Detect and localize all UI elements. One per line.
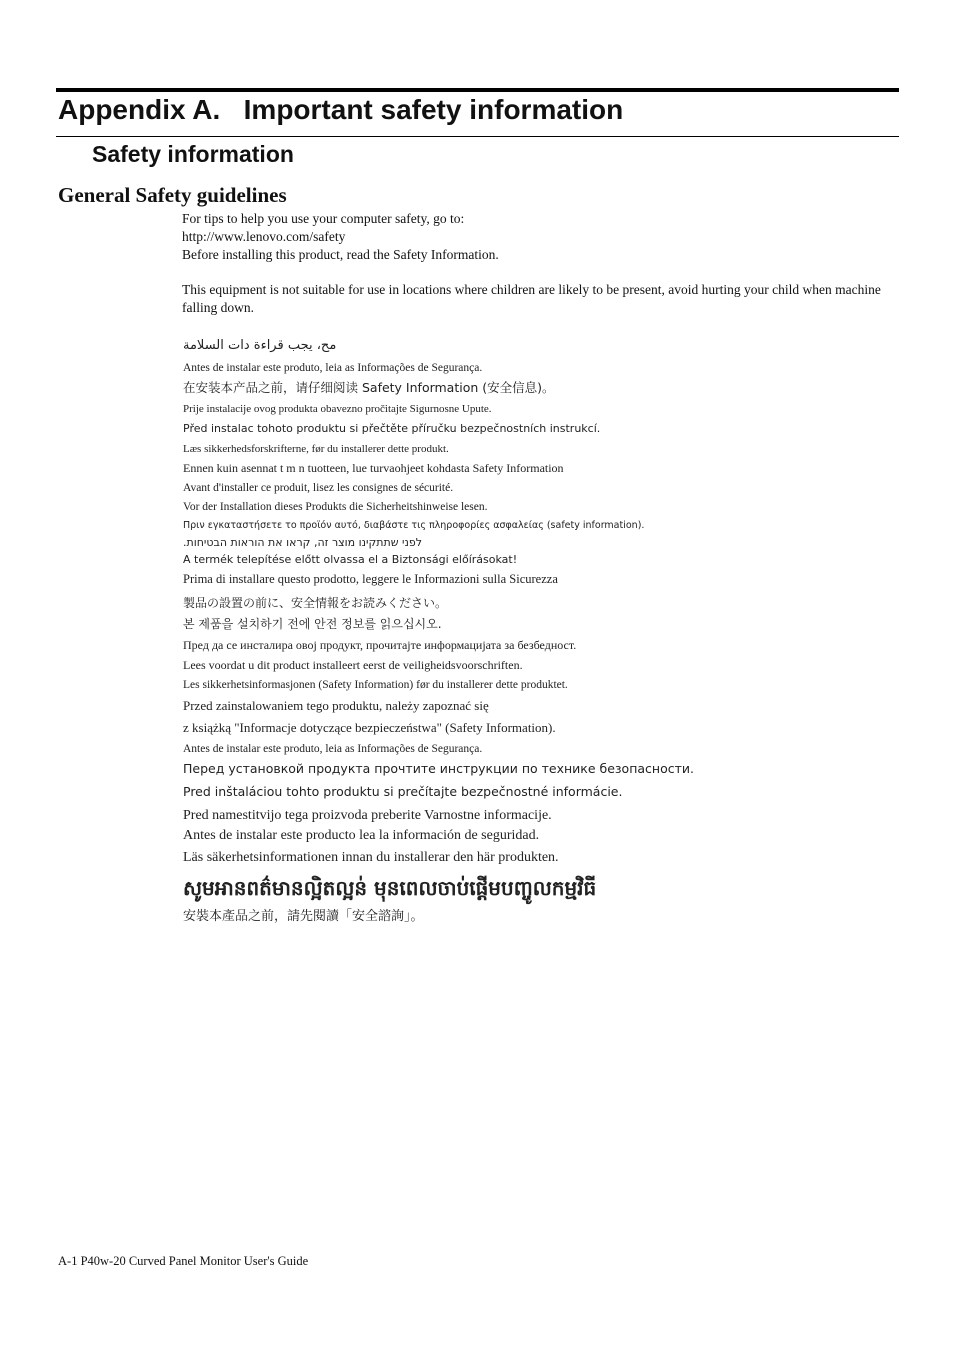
notice-danish: Læs sikkerhedsforskrifterne, før du installerer dette produkt.	[183, 443, 449, 455]
notice-korean: 본 제품을 설치하기 전에 안전 정보를 읽으십시오.	[183, 617, 442, 631]
section-title: Safety information	[92, 141, 294, 167]
top-rule	[56, 88, 899, 92]
notice-macedonian: Пред да се инсталира овој продукт, прочитајте информацијата за безбедност.	[183, 638, 577, 652]
notice-chinese-traditional: 安裝本產品之前，請先閱讀「安全諮詢」。	[183, 909, 424, 924]
notice-czech: Před instalac tohoto produktu si přečtěte příručku bezpečnostních instrukcí.	[183, 422, 601, 435]
notice-polish-1: Przed zainstalowaniem tego produktu, należy zapoznać się	[183, 698, 489, 713]
notice-khmer: សូមអានពត៌មានល្អិតល្អន់ មុនពេលចាប់ផ្តើមបញ្ចូលកម្មវិធី	[183, 876, 597, 900]
read-line: Before installing this product, read the Safety Information.	[182, 247, 499, 262]
notice-swedish: Läs säkerhetsinformationen innan du installerar den här produkten.	[183, 850, 559, 865]
notice-german: Vor der Installation dieses Produkts die Sicherheitshinweise lesen.	[183, 501, 488, 513]
notice-hungarian: A termék telepítése előtt olvassa el a Biztonsági előírásokat!	[183, 553, 518, 566]
subsection-title: General Safety guidelines	[58, 183, 287, 207]
notice-hebrew: לפני שתתקינו מוצר זה, קראו את הוראות הבטיחות.	[183, 536, 423, 549]
notice-polish-2: z książką "Informacje dotyczące bezpieczeństwa" (Safety Information).	[183, 720, 556, 735]
notice-finnish: Ennen kuin asennat t m n tuotteen, lue turvaohjeet kohdasta Safety Information	[183, 461, 564, 475]
page-footer: A-1 P40w-20 Curved Panel Monitor User's Guide	[58, 1254, 309, 1268]
notice-japanese: 製品の設置の前に、安全情報をお読みください。	[183, 596, 448, 610]
notice-spanish: Antes de instalar este producto lea la información de seguridad.	[183, 828, 540, 843]
notice-norwegian: Les sikkerhetsinformasjonen (Safety Information) før du installerer dette produktet.	[183, 679, 568, 691]
appendix-title: Appendix A. Important safety information	[58, 94, 624, 125]
notice-portuguese-br: Antes de instalar este produto, leia as Informações de Segurança.	[183, 362, 483, 374]
notice-portuguese: Antes de instalar este produto, leia as Informações de Segurança.	[183, 743, 483, 755]
children-warning: This equipment is not suitable for use in locations where children are likely to be present, avoid hurting your child when machine falling down.	[182, 282, 881, 315]
notice-chinese-simplified: 在安装本产品之前，请仔细阅读 Safety Information (安全信息)。	[183, 380, 555, 395]
safety-url: http://www.lenovo.com/safety	[182, 229, 346, 244]
notice-slovak: Pred inštaláciou tohto produktu si prečítajte bezpečnostné informácie.	[183, 784, 623, 799]
notice-french: Avant d'installer ce produit, lisez les consignes de sécurité.	[183, 482, 454, 494]
notice-russian: Перед установкой продукта прочтите инструкции по технике безопасности.	[183, 761, 694, 776]
notice-italian: Prima di installare questo prodotto, leggere le Informazioni sulla Sicurezza	[183, 572, 558, 586]
notice-slovenian: Pred namestitvijo tega proizvoda preberite Varnostne informacije.	[183, 808, 552, 823]
tips-line: For tips to help you use your computer safety, go to:	[182, 211, 465, 226]
intro-block	[182, 210, 464, 246]
notice-greek: Πριν εγκαταστήσετε το προϊόν αυτό, διαβάστε τις πληροφορίες ασφαλείας (safety information).	[183, 520, 645, 531]
notice-croatian: Prije instalacije ovog produkta obavezno pročitajte Sigurnosne Upute.	[183, 403, 492, 415]
notice-arabic: مح، يجب قراءة دات السلامة	[183, 338, 337, 353]
title-underline	[56, 136, 899, 137]
notice-dutch: Lees voordat u dit product installeert eerst de veiligheidsvoorschriften.	[183, 658, 523, 672]
